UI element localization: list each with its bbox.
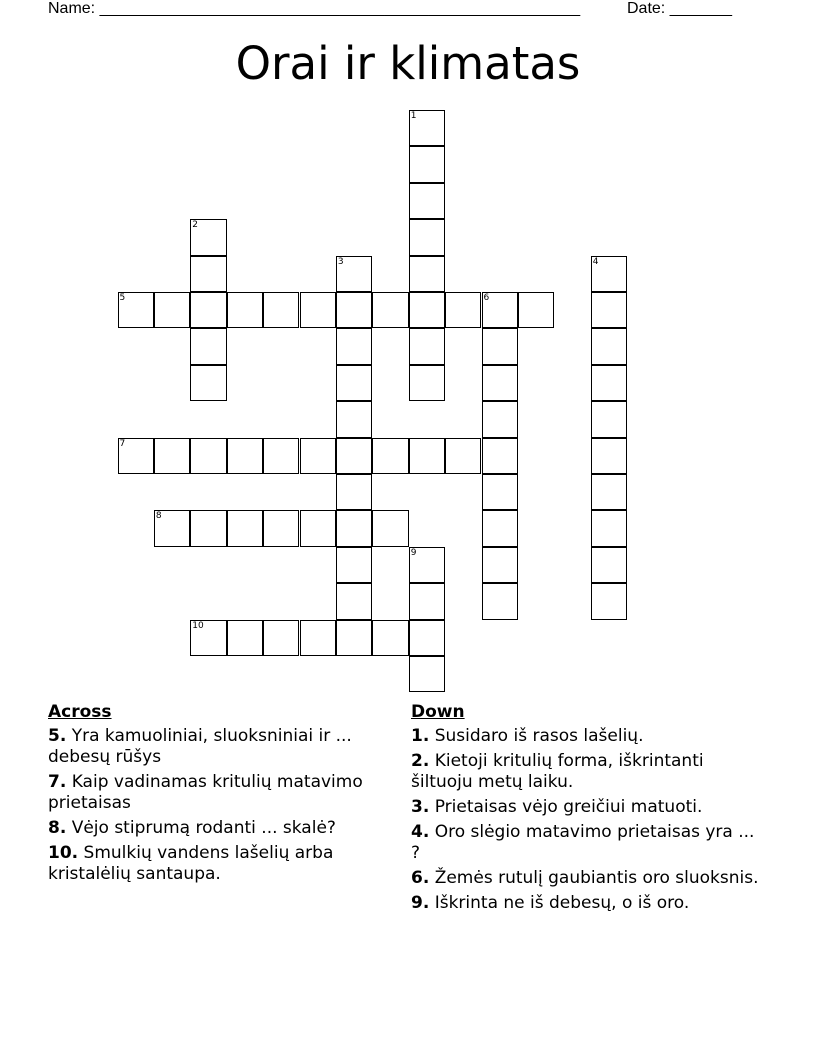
grid-cell[interactable] — [372, 438, 408, 474]
grid-cell[interactable] — [591, 474, 627, 510]
clue-text: Vėjo stiprumą rodanti ... skalė? — [71, 818, 336, 838]
clue-down-4 — [411, 822, 761, 864]
grid-cell[interactable] — [227, 620, 263, 656]
grid-cell[interactable] — [154, 510, 190, 546]
clue-text: Susidaro iš rasos lašelių. — [434, 726, 644, 746]
down-heading: Down — [411, 702, 465, 722]
grid-cell[interactable] — [518, 292, 554, 328]
grid-cell[interactable] — [263, 438, 299, 474]
clue-number: 10. — [48, 843, 79, 863]
grid-cell[interactable] — [372, 620, 408, 656]
grid-cell[interactable] — [409, 292, 445, 328]
clue-down-9 — [411, 893, 761, 914]
cell-number: 3 — [337, 256, 344, 267]
clue-text: Prietaisas vėjo greičiui matuoti. — [434, 797, 703, 817]
clue-text: Smulkių vandens lašelių arba kristalėlių santaupa. — [48, 843, 334, 884]
grid-cell[interactable] — [482, 474, 518, 510]
clue-across-7 — [48, 772, 393, 814]
grid-cell[interactable] — [300, 620, 336, 656]
name-field-label: Name: ______________________________________________________ — [48, 0, 581, 17]
grid-cell[interactable] — [300, 510, 336, 546]
grid-cell[interactable] — [409, 256, 445, 292]
grid-cell[interactable] — [409, 146, 445, 182]
grid-cell[interactable] — [409, 620, 445, 656]
cell-number: 10 — [192, 620, 204, 631]
grid-cell[interactable] — [409, 328, 445, 364]
grid-cell[interactable] — [482, 547, 518, 583]
across-clues — [48, 702, 393, 889]
clue-down-2 — [411, 751, 761, 793]
grid-cell[interactable] — [409, 583, 445, 619]
grid-cell[interactable] — [336, 438, 372, 474]
grid-cell[interactable] — [263, 510, 299, 546]
grid-cell[interactable] — [591, 401, 627, 437]
grid-cell[interactable] — [190, 510, 226, 546]
cell-number: 6 — [483, 293, 490, 303]
clue-text: Oro slėgio matavimo prietaisas yra ... ? — [411, 822, 755, 863]
cell-number: 8 — [155, 511, 162, 522]
grid-cell[interactable] — [336, 510, 372, 546]
grid-cell[interactable] — [409, 110, 445, 146]
grid-cell[interactable] — [409, 438, 445, 474]
grid-cell[interactable] — [190, 620, 226, 656]
grid-cell[interactable] — [336, 256, 372, 292]
grid-cell[interactable] — [409, 219, 445, 255]
clue-text: Kietoji kritulių forma, iškrintanti šiltuoju metų laiku. — [411, 751, 704, 792]
grid-cell[interactable] — [482, 401, 518, 437]
grid-cell[interactable] — [591, 547, 627, 583]
cell-number: 7 — [119, 438, 126, 449]
grid-cell[interactable] — [409, 656, 445, 692]
grid-cell[interactable] — [409, 365, 445, 401]
cell-number: 1 — [410, 111, 417, 121]
grid-cell[interactable] — [336, 620, 372, 656]
page-title: Orai ir klimatas — [235, 37, 581, 90]
clue-number: 1. — [411, 726, 430, 746]
grid-cell[interactable] — [591, 328, 627, 364]
grid-cell[interactable] — [190, 365, 226, 401]
clue-text: Žemės rutulį gaubiantis oro sluoksnis. — [434, 868, 759, 888]
grid-cell[interactable] — [482, 365, 518, 401]
clue-number: 5. — [48, 726, 67, 746]
clue-text: Iškrinta ne iš debesų, o iš oro. — [434, 893, 690, 913]
grid-cell[interactable] — [227, 510, 263, 546]
cell-number: 5 — [119, 293, 126, 303]
grid-cell[interactable] — [482, 510, 518, 546]
grid-cell[interactable] — [190, 219, 226, 255]
clue-text: Kaip vadinamas kritulių matavimo prietaisas — [48, 772, 363, 813]
clue-across-10 — [48, 843, 393, 885]
clue-number: 6. — [411, 868, 430, 888]
cell-number: 4 — [592, 256, 599, 267]
grid-cell[interactable] — [591, 256, 627, 292]
grid-cell[interactable] — [190, 256, 226, 292]
grid-cell[interactable] — [300, 438, 336, 474]
clue-across-8 — [48, 818, 393, 839]
grid-cell[interactable] — [227, 292, 263, 328]
grid-cell[interactable] — [154, 292, 190, 328]
grid-cell[interactable] — [409, 547, 445, 583]
down-clues — [411, 702, 761, 918]
grid-cell[interactable] — [190, 438, 226, 474]
grid-cell[interactable] — [227, 438, 263, 474]
clue-number: 3. — [411, 797, 430, 817]
clue-number: 2. — [411, 751, 430, 771]
clue-number: 8. — [48, 818, 67, 838]
cell-number: 2 — [192, 220, 199, 231]
grid-cell[interactable] — [118, 292, 154, 328]
grid-cell[interactable] — [154, 438, 190, 474]
clue-down-1 — [411, 726, 761, 747]
grid-cell[interactable] — [482, 328, 518, 364]
grid-cell[interactable] — [336, 474, 372, 510]
grid-cell[interactable] — [372, 510, 408, 546]
grid-cell[interactable] — [190, 328, 226, 364]
grid-cell[interactable] — [445, 292, 481, 328]
grid-cell[interactable] — [263, 620, 299, 656]
clue-number: 9. — [411, 893, 430, 913]
grid-cell[interactable] — [591, 583, 627, 619]
grid-cell[interactable] — [445, 438, 481, 474]
clue-text: Yra kamuoliniai, sluoksniniai ir ... debesų rūšys — [48, 726, 352, 767]
grid-cell[interactable] — [591, 438, 627, 474]
clue-number: 4. — [411, 822, 430, 842]
grid-cell[interactable] — [482, 292, 518, 328]
date-field-label: Date: _______ — [627, 0, 732, 17]
grid-cell[interactable] — [300, 292, 336, 328]
grid-cell[interactable] — [409, 183, 445, 219]
clue-down-6 — [411, 868, 761, 889]
across-heading: Across — [48, 702, 112, 722]
grid-cell[interactable] — [336, 328, 372, 364]
grid-cell[interactable] — [591, 510, 627, 546]
clue-number: 7. — [48, 772, 67, 792]
grid-cell[interactable] — [482, 438, 518, 474]
grid-cell[interactable] — [263, 292, 299, 328]
grid-cell[interactable] — [336, 401, 372, 437]
grid-cell[interactable] — [591, 292, 627, 328]
grid-cell[interactable] — [118, 438, 154, 474]
grid-cell[interactable] — [190, 292, 226, 328]
grid-cell[interactable] — [591, 365, 627, 401]
grid-cell[interactable] — [336, 365, 372, 401]
grid-cell[interactable] — [336, 547, 372, 583]
grid-cell[interactable] — [482, 583, 518, 619]
grid-cell[interactable] — [336, 583, 372, 619]
clue-across-5 — [48, 726, 393, 768]
grid-cell[interactable] — [372, 292, 408, 328]
clue-down-3 — [411, 797, 761, 818]
cell-number: 9 — [410, 547, 417, 558]
grid-cell[interactable] — [336, 292, 372, 328]
